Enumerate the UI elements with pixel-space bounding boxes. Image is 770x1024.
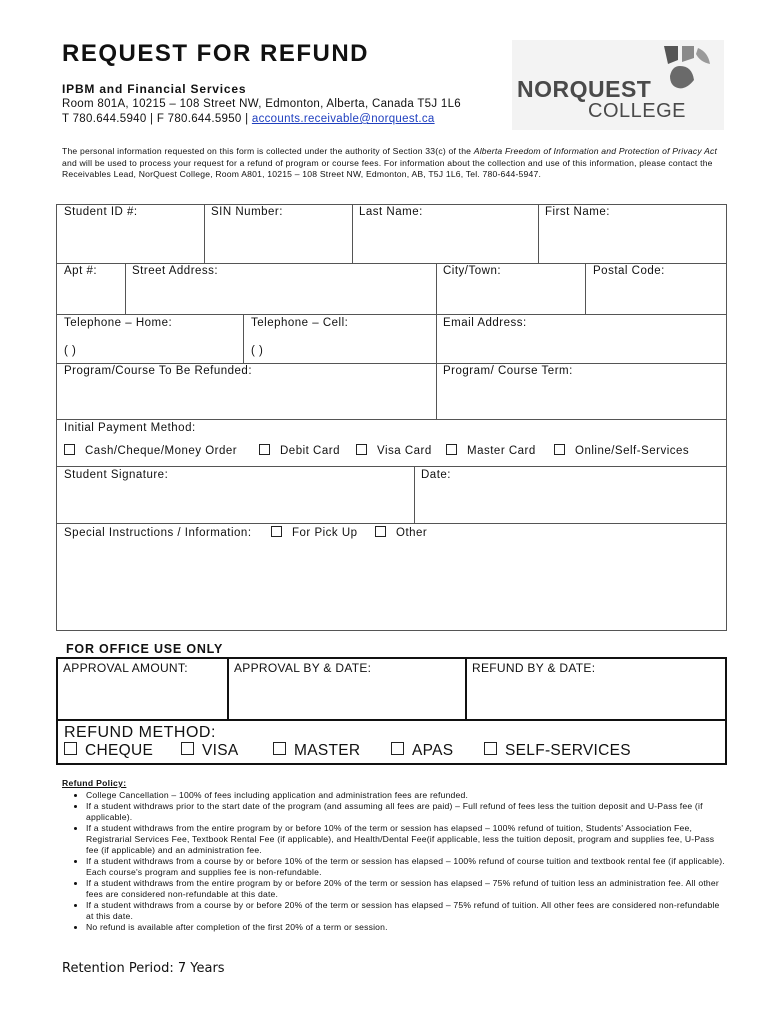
row-divider (56, 363, 727, 364)
payment-option-debit[interactable] (259, 444, 340, 457)
payment-option-visa[interactable] (356, 444, 432, 457)
refund-method-cheque[interactable] (64, 742, 153, 760)
col-divider (538, 204, 539, 263)
checkbox-icon[interactable] (484, 742, 497, 755)
email-address-field[interactable]: Email Address: (443, 317, 527, 329)
email-link[interactable]: accounts.receivable@norquest.ca (251, 113, 435, 125)
office-use-heading: FOR OFFICE USE ONLY (66, 642, 224, 656)
date-field[interactable]: Date: (421, 469, 451, 481)
checkbox-icon[interactable] (259, 444, 270, 455)
special-option-other[interactable] (375, 526, 427, 539)
checkbox-icon[interactable] (271, 526, 282, 537)
department-name: IPBM and Financial Services (62, 82, 247, 96)
checkbox-icon[interactable] (391, 742, 404, 755)
office-col-divider (465, 657, 467, 720)
privacy-act-name: Alberta Freedom of Information and Protection of Privacy Act (473, 146, 718, 156)
payment-option-master[interactable] (446, 444, 536, 457)
method-label: CHEQUE (85, 742, 154, 759)
policy-item: • No refund is available after completion of the first 20% of a term or session. (86, 922, 728, 933)
city-field[interactable]: City/Town: (443, 265, 502, 277)
row-divider (56, 263, 727, 264)
col-divider (436, 314, 437, 363)
office-col-divider (227, 657, 229, 720)
privacy-notice (62, 146, 722, 181)
telephone-home-field[interactable]: Telephone – Home: (64, 317, 173, 329)
refund-method-label: REFUND METHOD: (64, 724, 216, 741)
col-divider (436, 263, 437, 314)
student-signature-field[interactable]: Student Signature: (64, 469, 169, 481)
row-divider (56, 466, 727, 467)
first-name-field[interactable]: First Name: (545, 206, 610, 218)
approval-amount-field[interactable]: APPROVAL AMOUNT: (63, 661, 188, 675)
privacy-text-1: The personal information requested on this form is collected under the authority of Section 33(c) of the (62, 146, 474, 156)
telephone-cell-field[interactable]: Telephone – Cell: (251, 317, 349, 329)
option-label: Master Card (467, 445, 536, 457)
refund-method-self-services[interactable] (484, 742, 631, 760)
sin-field[interactable]: SIN Number: (211, 206, 283, 218)
col-divider (352, 204, 353, 263)
refund-policy-heading: Refund Policy: (62, 778, 127, 788)
checkbox-icon[interactable] (273, 742, 286, 755)
logo-word-college: COLLEGE (588, 100, 686, 122)
method-label: MASTER (294, 742, 361, 759)
office-divider (56, 719, 727, 721)
method-label: APAS (412, 742, 454, 759)
phone-fax-text: T 780.644.5940 | F 780.644.5950 | (62, 113, 252, 125)
payment-option-online[interactable] (554, 444, 689, 457)
logo-word-norquest: NORQUEST (517, 76, 652, 102)
student-id-field[interactable]: Student ID #: (64, 206, 138, 218)
payment-option-cash[interactable] (64, 444, 237, 457)
area-code-cell: ( ) (251, 345, 264, 357)
col-divider (125, 263, 126, 314)
approval-by-date-field[interactable]: APPROVAL BY & DATE: (234, 661, 372, 675)
checkbox-icon[interactable] (181, 742, 194, 755)
street-address-field[interactable]: Street Address: (132, 265, 219, 277)
option-label: Debit Card (280, 445, 340, 457)
col-divider (414, 466, 415, 523)
program-course-field[interactable]: Program/Course To Be Refunded: (64, 365, 253, 377)
program-term-field[interactable]: Program/ Course Term: (443, 365, 573, 377)
refund-method-visa[interactable] (181, 742, 239, 760)
policy-item: • If a student withdraws prior to the start date of the program (and assuming all fees are paid) – Full refund of fees less the tuition deposit and U-Pass fee (if applicable). (86, 801, 728, 823)
option-label: Cash/Cheque/Money Order (85, 445, 238, 457)
policy-item: • If a student withdraws from a course by or before 10% of the term or session has elapsed – 100% refund of course tuition and textbook rental fee (if applicable). Each course's program and supplies fee is non-refundable. (86, 856, 728, 878)
checkbox-icon[interactable] (446, 444, 457, 455)
col-divider (585, 263, 586, 314)
policy-item: • College Cancellation – 100% of fees including application and administration fees are refunded. (86, 790, 728, 801)
row-divider (56, 314, 727, 315)
row-divider (56, 419, 727, 420)
norquest-logo (512, 40, 724, 130)
col-divider (436, 363, 437, 419)
special-instructions-field[interactable]: Special Instructions / Information: (64, 527, 252, 539)
option-label: Visa Card (377, 445, 432, 457)
refund-method-apas[interactable] (391, 742, 453, 760)
refund-by-date-field[interactable]: REFUND BY & DATE: (472, 661, 596, 675)
option-label: For Pick Up (292, 527, 358, 539)
postal-code-field[interactable]: Postal Code: (593, 265, 665, 277)
method-label: VISA (202, 742, 239, 759)
option-label: Other (396, 527, 428, 539)
checkbox-icon[interactable] (64, 742, 77, 755)
policy-item: • If a student withdraws from the entire program by or before 20% of the term or session has elapsed – 75% refund of tuition less an administration fee. All other fees are considered non-refundable at this date. (86, 878, 728, 900)
privacy-text-2: and will be used to process your request for a refund of program or course fees. For information about the collection and use of this information, please contact the Receivables Lead, NorQuest College, Room A801, 10215 – 108 Street NW, Edmonton, AB, T5J 1L6, Tel. 780-644-5947. (62, 157, 713, 179)
special-option-pickup[interactable] (271, 526, 358, 539)
payment-method-label: Initial Payment Method: (64, 422, 196, 434)
last-name-field[interactable]: Last Name: (359, 206, 423, 218)
checkbox-icon[interactable] (356, 444, 367, 455)
apt-field[interactable]: Apt #: (64, 265, 98, 277)
option-label: Online/Self-Services (575, 445, 690, 457)
retention-period: Retention Period: 7 Years (62, 961, 225, 976)
refund-method-master[interactable] (273, 742, 360, 760)
page-title: REQUEST FOR REFUND (62, 40, 370, 67)
policy-item: • If a student withdraws from a course by or before 20% of the term or session has elapsed – 75% refund of tuition. All other fees are considered non-refundable at this date. (86, 900, 728, 922)
policy-item: • If a student withdraws from the entire program by or before 10% of the term or session has elapsed – 100% refund of tuition, Students' Association Fee, Registrarial Services Fee, Textbook Rental Fee (if applicable), and Health/Dental Fee(if applicable, less the tuition deposit, program and supplies fee, U-Pass fee (if applicable) and an administration fee. (86, 823, 728, 856)
checkbox-icon[interactable] (554, 444, 565, 455)
department-address: Room 801A, 10215 – 108 Street NW, Edmonton, Alberta, Canada T5J 1L6 (62, 98, 461, 110)
col-divider (204, 204, 205, 263)
row-divider (56, 523, 727, 524)
checkbox-icon[interactable] (375, 526, 386, 537)
checkbox-icon[interactable] (64, 444, 75, 455)
refund-policy-list (62, 790, 728, 933)
area-code-home: ( ) (64, 345, 77, 357)
contact-line (62, 113, 435, 125)
col-divider (243, 314, 244, 363)
method-label: SELF-SERVICES (505, 742, 631, 759)
